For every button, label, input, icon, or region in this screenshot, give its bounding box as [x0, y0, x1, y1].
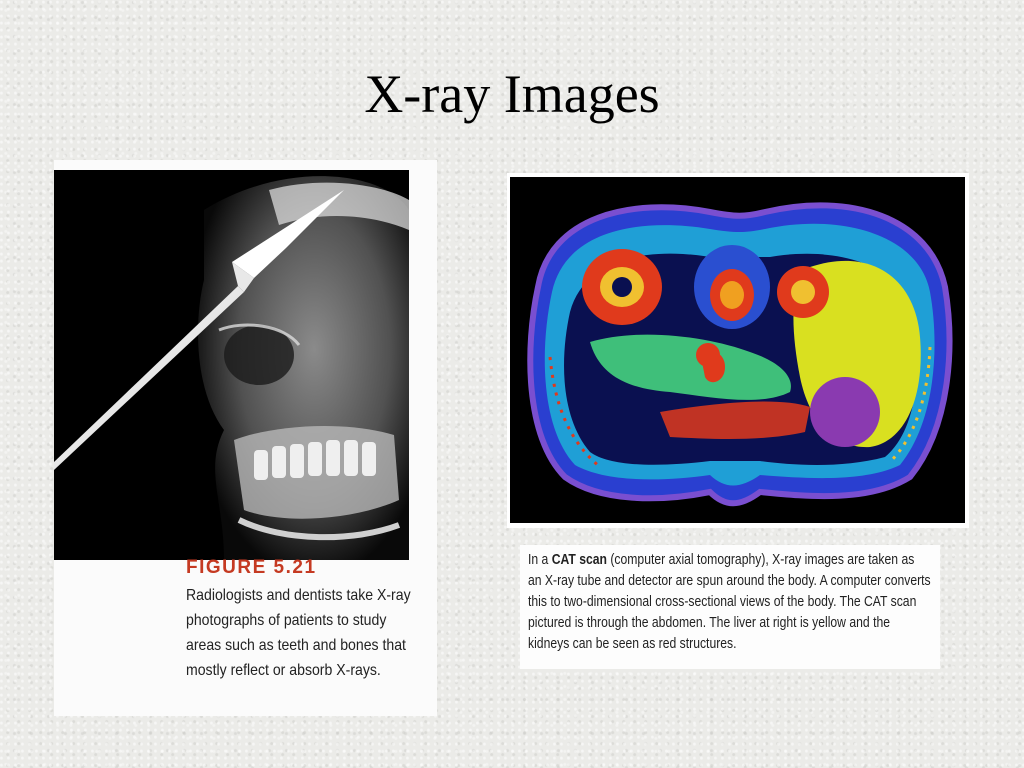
ct-caption: [520, 545, 940, 669]
ct-caption-rest: (computer axial tomography), X-ray images are taken as an X-ray tube and detector are spun around the body. A computer converts this to two-dimensional cross-sectional views of the body. The CAT scan pictured is through the abdomen. The liver at right is yellow and the kidneys can be seen as red structures.: [528, 552, 931, 652]
skull-xray-graphic: [54, 170, 409, 560]
ct-scan-graphic: [510, 177, 965, 523]
ct-caption-text: [528, 550, 931, 655]
left-caption: [186, 557, 426, 683]
skull-xray-image: [54, 170, 409, 560]
figure-label: FIGURE 5.21: [186, 557, 317, 578]
ct-scan-frame: [507, 173, 969, 528]
left-figure-panel: [54, 160, 437, 716]
ct-caption-term: CAT scan: [551, 552, 607, 568]
ct-caption-intro: In a: [528, 552, 552, 568]
figure-caption: Radiologists and dentists take X-ray photographs of patients to study areas such as teeth and bones that mostly reflect or absorb X-rays.: [186, 587, 411, 679]
slide-title: X-ray Images: [364, 64, 660, 124]
ct-scan-image: [510, 177, 965, 523]
